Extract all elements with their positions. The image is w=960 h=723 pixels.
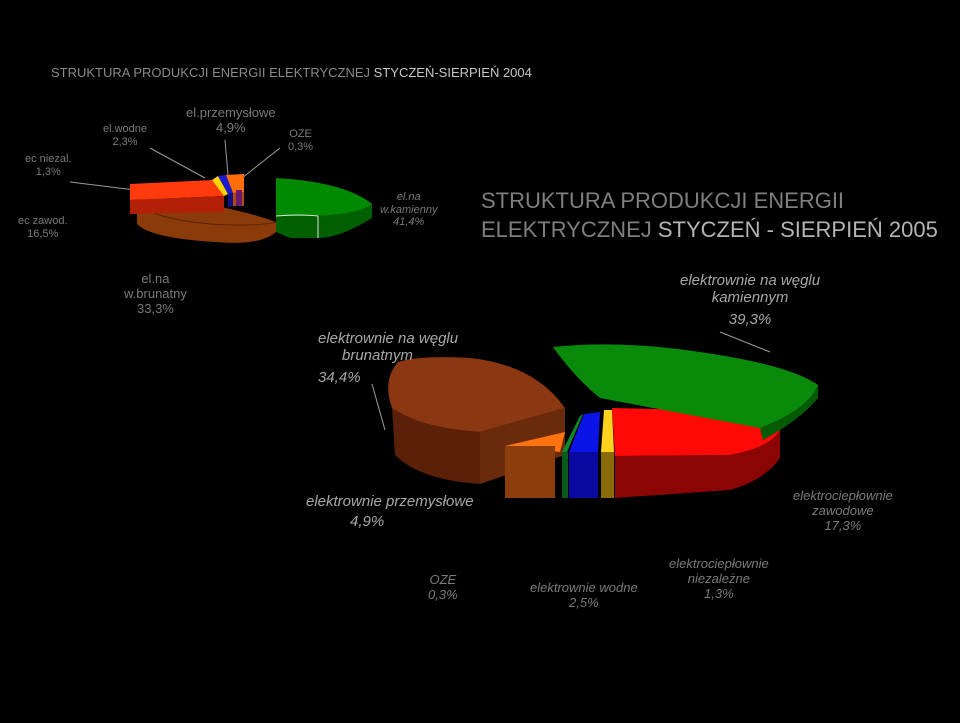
chart-2005-label-brunatnym — [318, 330, 458, 386]
chart-2004-slice-kamienny — [276, 178, 372, 216]
label-name: elektrownie na węglu — [318, 330, 459, 347]
label-value: 2,5% — [569, 595, 599, 610]
chart-2004-title-part1: STRUKTURA PRODUKCJI ENERGII ELEKTRYCZNEJ — [51, 65, 374, 80]
label-name: el.na — [396, 191, 421, 203]
chart-2005-title-line2-part1: ELEKTRYCZNEJ — [481, 217, 658, 242]
chart-2005-label-niezalezne — [669, 556, 769, 601]
label-value: 1,3% — [35, 165, 61, 178]
chart-2004-title-part2: STYCZEŃ-SIERPIEŃ 2004 — [373, 65, 532, 80]
label-name: ec zawod. — [18, 215, 68, 227]
label-name-2: niezależne — [687, 571, 750, 586]
label-name: elektrownie przemysłowe — [306, 493, 474, 510]
leader-el-przemyslowe — [225, 140, 228, 175]
leader-el-wodne — [150, 148, 205, 178]
label-name-2: brunatnym — [342, 347, 413, 364]
label-name: elektrownie wodne — [530, 580, 638, 595]
label-value: 41,4% — [393, 216, 425, 229]
chart-2004-slice-oze — [236, 190, 242, 206]
label-value: 17,3% — [824, 518, 862, 533]
chart-2005-label-oze — [428, 572, 458, 602]
label-name: ec niezal. — [25, 153, 72, 165]
leader-kamiennym — [720, 332, 770, 352]
chart-2005-title — [481, 186, 938, 244]
label-value: 34,4% — [318, 369, 361, 386]
chart-2005-slice-wodne-side — [569, 452, 598, 498]
label-value: 2,3% — [112, 135, 138, 148]
chart-2005-slice-niezalezne — [601, 410, 614, 452]
chart-2005-label-zawodowe — [793, 488, 893, 533]
chart-2004-label-kamienny — [380, 191, 437, 229]
chart-2004-slice-el-wodne-side — [228, 193, 233, 207]
leader-brunatnym — [372, 384, 385, 430]
chart-2005-title-line1: STRUKTURA PRODUKCJI ENERGII — [481, 188, 845, 213]
label-name: elektrociepłownie — [793, 488, 893, 503]
chart-2004-label-el-wodne — [103, 123, 147, 148]
leader-ec-niezal — [70, 182, 135, 190]
leader-oze-2004 — [242, 148, 280, 178]
chart-2004-pie — [130, 174, 372, 243]
chart-2005-slice-oze-side — [562, 452, 568, 498]
label-name-2: w.brunatny — [124, 285, 187, 301]
chart-2004-label-el-przemyslowe — [186, 106, 276, 136]
label-value: 16,5% — [27, 227, 59, 240]
label-name-2: zawodowe — [812, 503, 874, 518]
label-value: 4,9% — [215, 119, 246, 135]
chart-2004-label-ec-zawod — [18, 215, 68, 240]
label-name: OZE — [429, 572, 457, 587]
chart-2005-slice-przemyslowe-side — [505, 446, 555, 498]
label-name: elektrownie na węglu — [680, 272, 821, 289]
label-name: el.wodne — [103, 123, 148, 135]
label-value: 4,9% — [350, 513, 385, 530]
label-name: el.na — [141, 271, 170, 286]
chart-2005-label-wodne — [530, 580, 638, 610]
label-name: OZE — [289, 128, 312, 140]
label-value: 33,3% — [137, 300, 174, 316]
label-value: 39,3% — [728, 311, 772, 328]
chart-2004-label-ec-niezal — [25, 153, 71, 178]
chart-2005-slice-niezalezne-side — [601, 452, 614, 498]
label-name: elektrociepłownie — [669, 556, 769, 571]
label-value: 0,3% — [428, 587, 458, 602]
chart-2004-label-oze — [288, 128, 313, 153]
chart-2005-label-przemyslowe — [306, 493, 474, 530]
label-value: 0,3% — [288, 140, 314, 153]
label-value: 1,3% — [704, 586, 734, 601]
chart-2005-title-line2 — [481, 215, 938, 244]
label-name: el.przemysłowe — [186, 105, 276, 120]
label-name-2: w.kamienny — [380, 203, 438, 216]
chart-2005-label-kamiennym — [680, 272, 820, 328]
chart-2004-label-brunatny — [124, 272, 187, 317]
label-name-2: kamiennym — [711, 289, 789, 306]
chart-2005-title-line2-part2: STYCZEŃ - SIERPIEŃ 2005 — [657, 217, 938, 242]
